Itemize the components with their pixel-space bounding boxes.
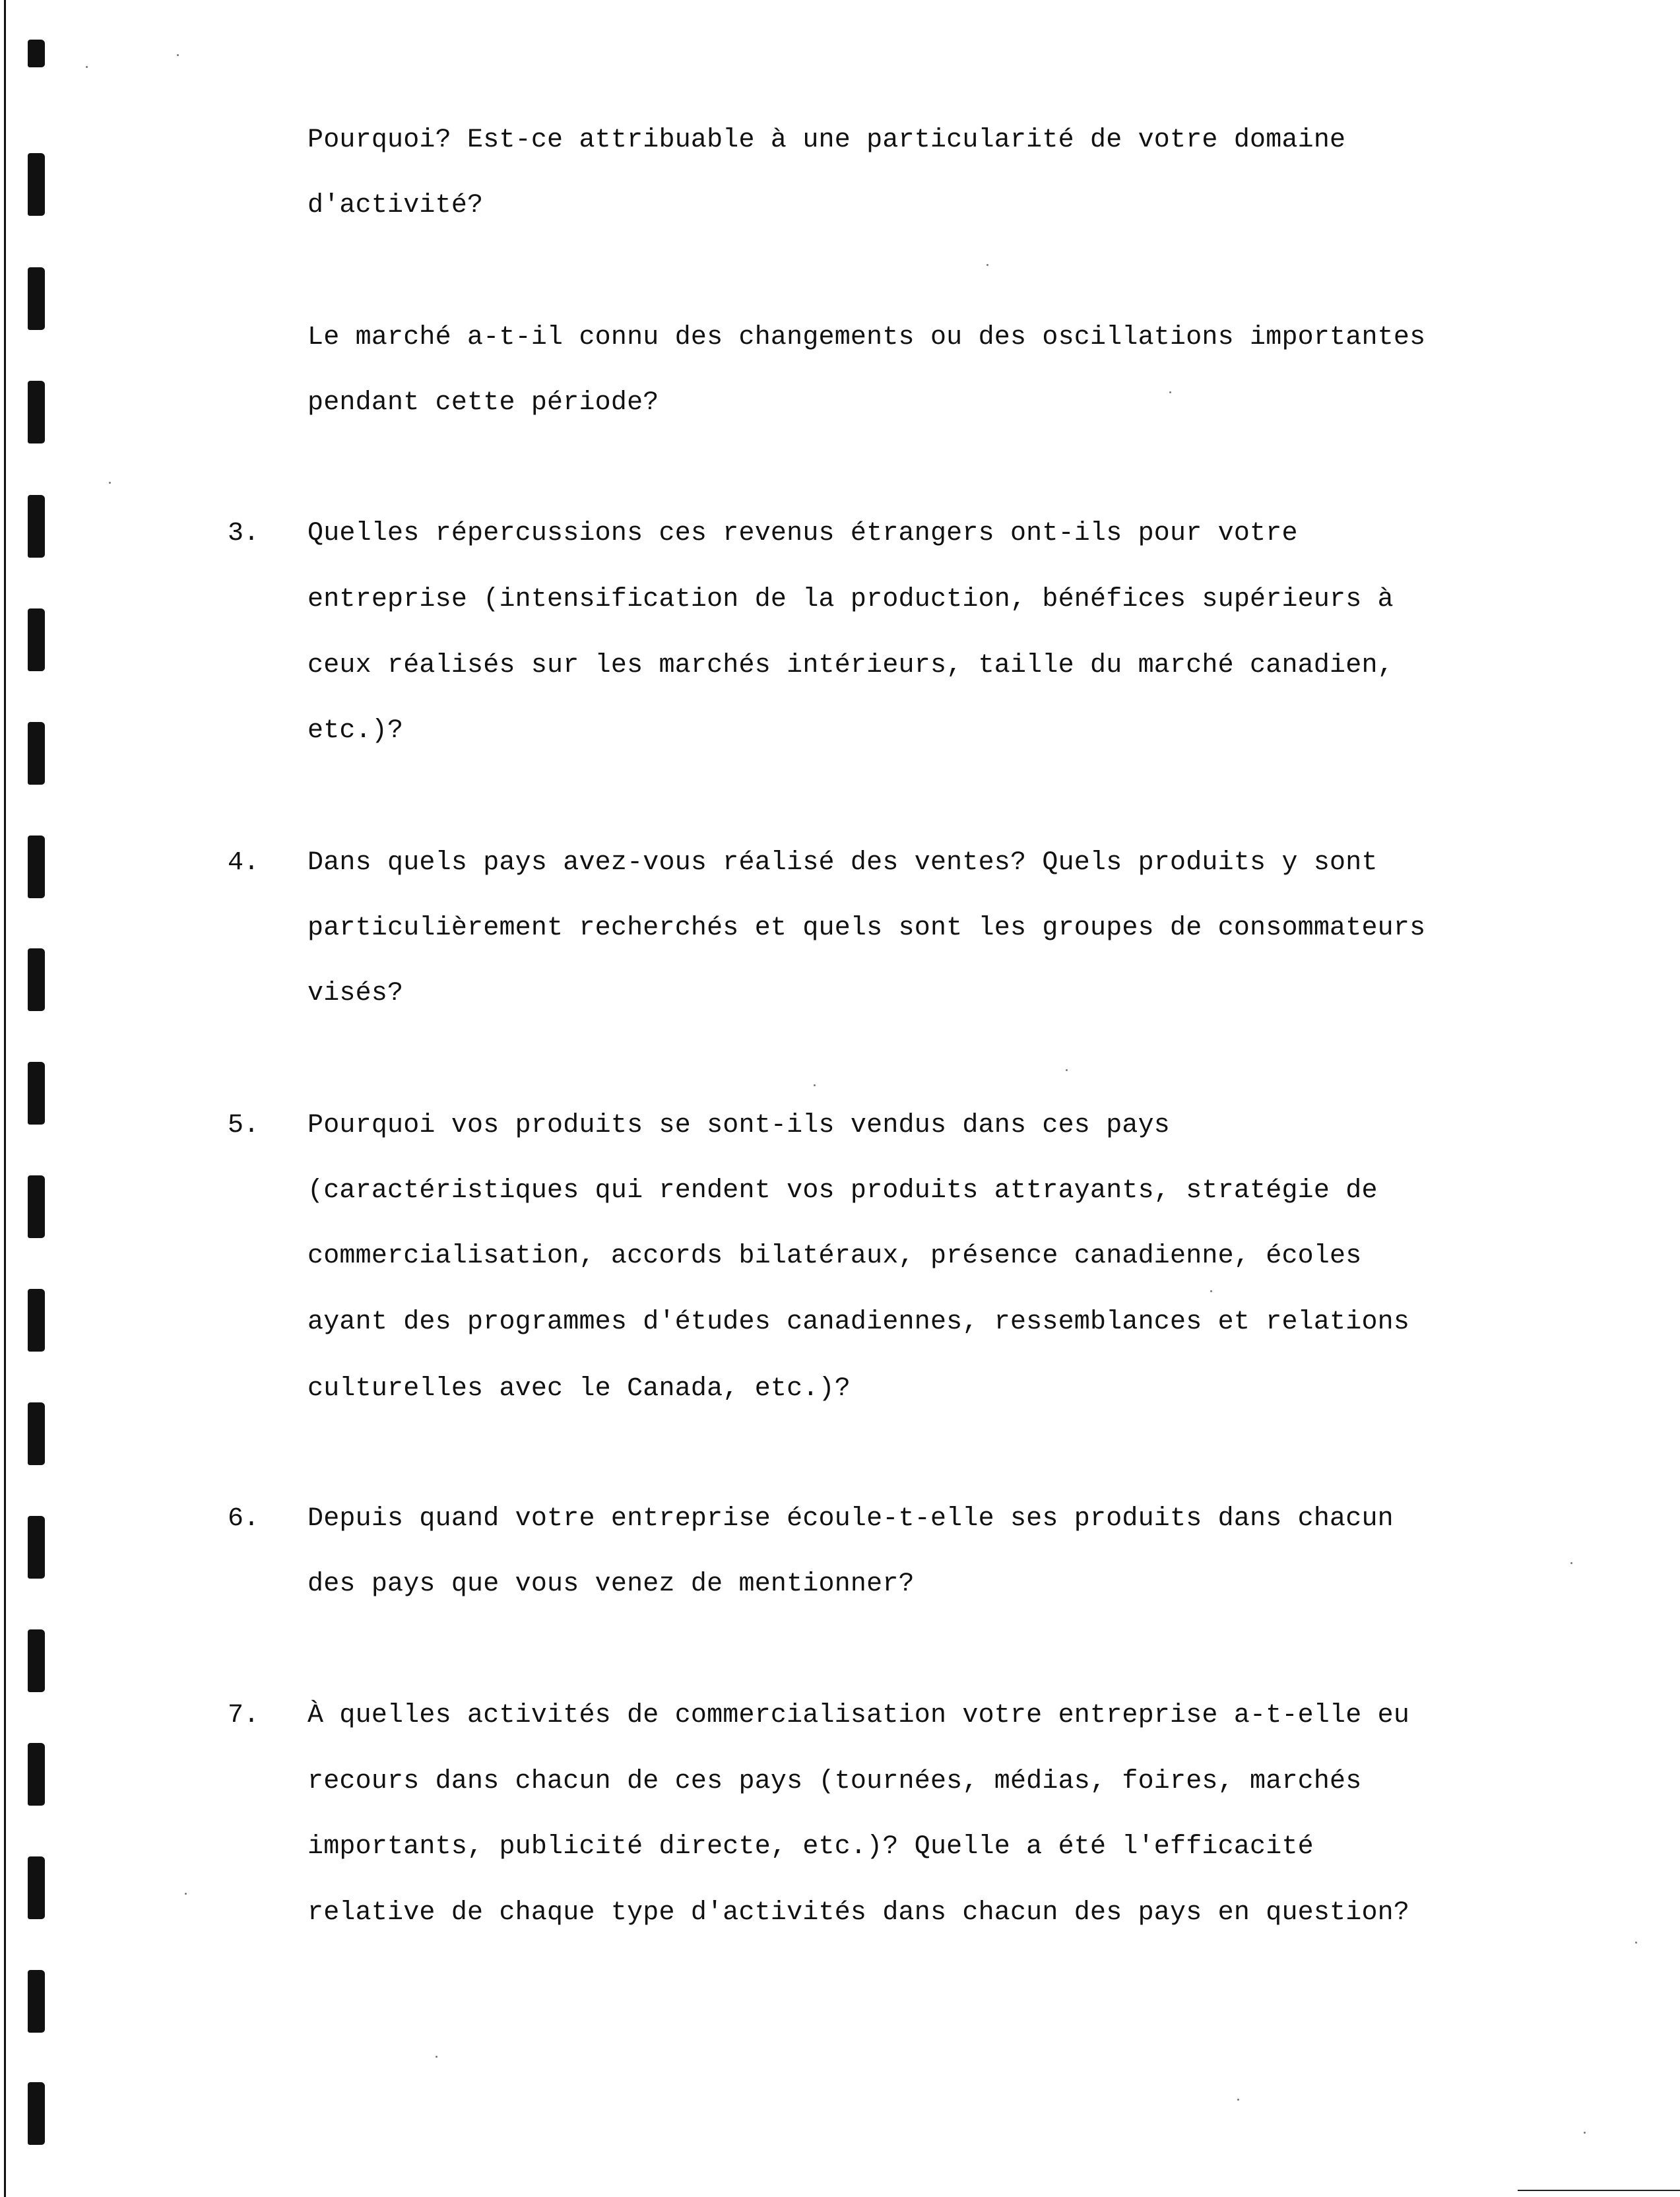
question-number: 6. (228, 1504, 260, 1534)
binding-hole-mark (28, 1970, 45, 2033)
question-line: commercialisation, accords bilatéraux, présence canadienne, écoles (307, 1241, 1362, 1271)
question-line: entreprise (intensification de la production, bénéfices supérieurs à (307, 585, 1394, 614)
binding-hole-mark (28, 153, 45, 216)
scan-speck (109, 482, 111, 484)
binding-hole-mark (28, 1289, 45, 1352)
page-bottom-edge-line (1518, 2190, 1680, 2191)
question-line: importants, publicité directe, etc.)? Quelle a été l'efficacité (307, 1832, 1314, 1862)
question-line: Dans quels pays avez-vous réalisé des ventes? Quels produits y sont (307, 848, 1378, 878)
scan-speck (1066, 1069, 1068, 1071)
binding-hole-mark (28, 1402, 45, 1465)
question-line: etc.)? (307, 716, 404, 746)
question-line: visés? (307, 979, 404, 1008)
question-line: Pourquoi vos produits se sont-ils vendus dans ces pays (307, 1111, 1171, 1140)
question-line: particulièrement recherchés et quels sont les groupes de consommateurs (307, 913, 1426, 943)
scan-speck (1210, 1290, 1212, 1292)
question-line: recours dans chacun de ces pays (tournées, médias, foires, marchés (307, 1767, 1362, 1796)
binding-hole-mark (28, 381, 45, 443)
binding-hole-mark (28, 948, 45, 1011)
paragraph-line: pendant cette période? (307, 388, 659, 418)
binding-hole-mark (28, 495, 45, 558)
binding-hole-mark (28, 1629, 45, 1692)
question-line: À quelles activités de commercialisation votre entreprise a-t-elle eu (307, 1701, 1410, 1730)
question-line: des pays que vous venez de mentionner? (307, 1569, 915, 1599)
question-number: 7. (228, 1701, 260, 1730)
scan-speck (177, 54, 179, 56)
binding-hole-mark (28, 1175, 45, 1238)
scan-speck (1635, 1942, 1637, 1944)
binding-hole-mark (28, 2082, 45, 2145)
scan-speck (1570, 1562, 1572, 1564)
binding-hole-mark (28, 1516, 45, 1579)
binding-hole-mark (28, 1062, 45, 1125)
question-line: ayant des programmes d'études canadiennes, ressemblances et relations (307, 1307, 1410, 1337)
scan-speck (86, 66, 88, 68)
scan-speck (185, 1893, 187, 1895)
page-left-edge-line (4, 0, 6, 2197)
paragraph-line: Pourquoi? Est-ce attribuable à une particularité de votre domaine (307, 125, 1346, 155)
paragraph-line: Le marché a-t-il connu des changements ou des oscillations importantes (307, 323, 1426, 352)
question-line: (caractéristiques qui rendent vos produits attrayants, stratégie de (307, 1176, 1378, 1206)
scan-speck (1584, 2132, 1586, 2134)
binding-hole-mark (28, 267, 45, 330)
question-line: Quelles répercussions ces revenus étrangers ont-ils pour votre (307, 519, 1298, 548)
paragraph-line: d'activité? (307, 191, 484, 220)
scan-speck (436, 2056, 437, 2058)
question-number: 4. (228, 848, 260, 878)
question-line: ceux réalisés sur les marchés intérieurs, taille du marché canadien, (307, 651, 1394, 680)
binding-hole-mark (28, 722, 45, 785)
binding-hole-mark (28, 40, 45, 67)
binding-hole-mark (28, 1856, 45, 1919)
question-number: 5. (228, 1111, 260, 1140)
question-line: Depuis quand votre entreprise écoule-t-elle ses produits dans chacun (307, 1504, 1394, 1534)
scan-speck (1237, 2099, 1239, 2101)
question-line: culturelles avec le Canada, etc.)? (307, 1374, 851, 1404)
question-line: relative de chaque type d'activités dans chacun des pays en question? (307, 1898, 1410, 1928)
binding-hole-mark (28, 1743, 45, 1806)
scan-speck (814, 1084, 816, 1086)
binding-hole-mark (28, 836, 45, 898)
scan-speck (986, 264, 988, 266)
question-number: 3. (228, 519, 260, 548)
scan-speck (1169, 391, 1171, 393)
binding-hole-mark (28, 608, 45, 671)
